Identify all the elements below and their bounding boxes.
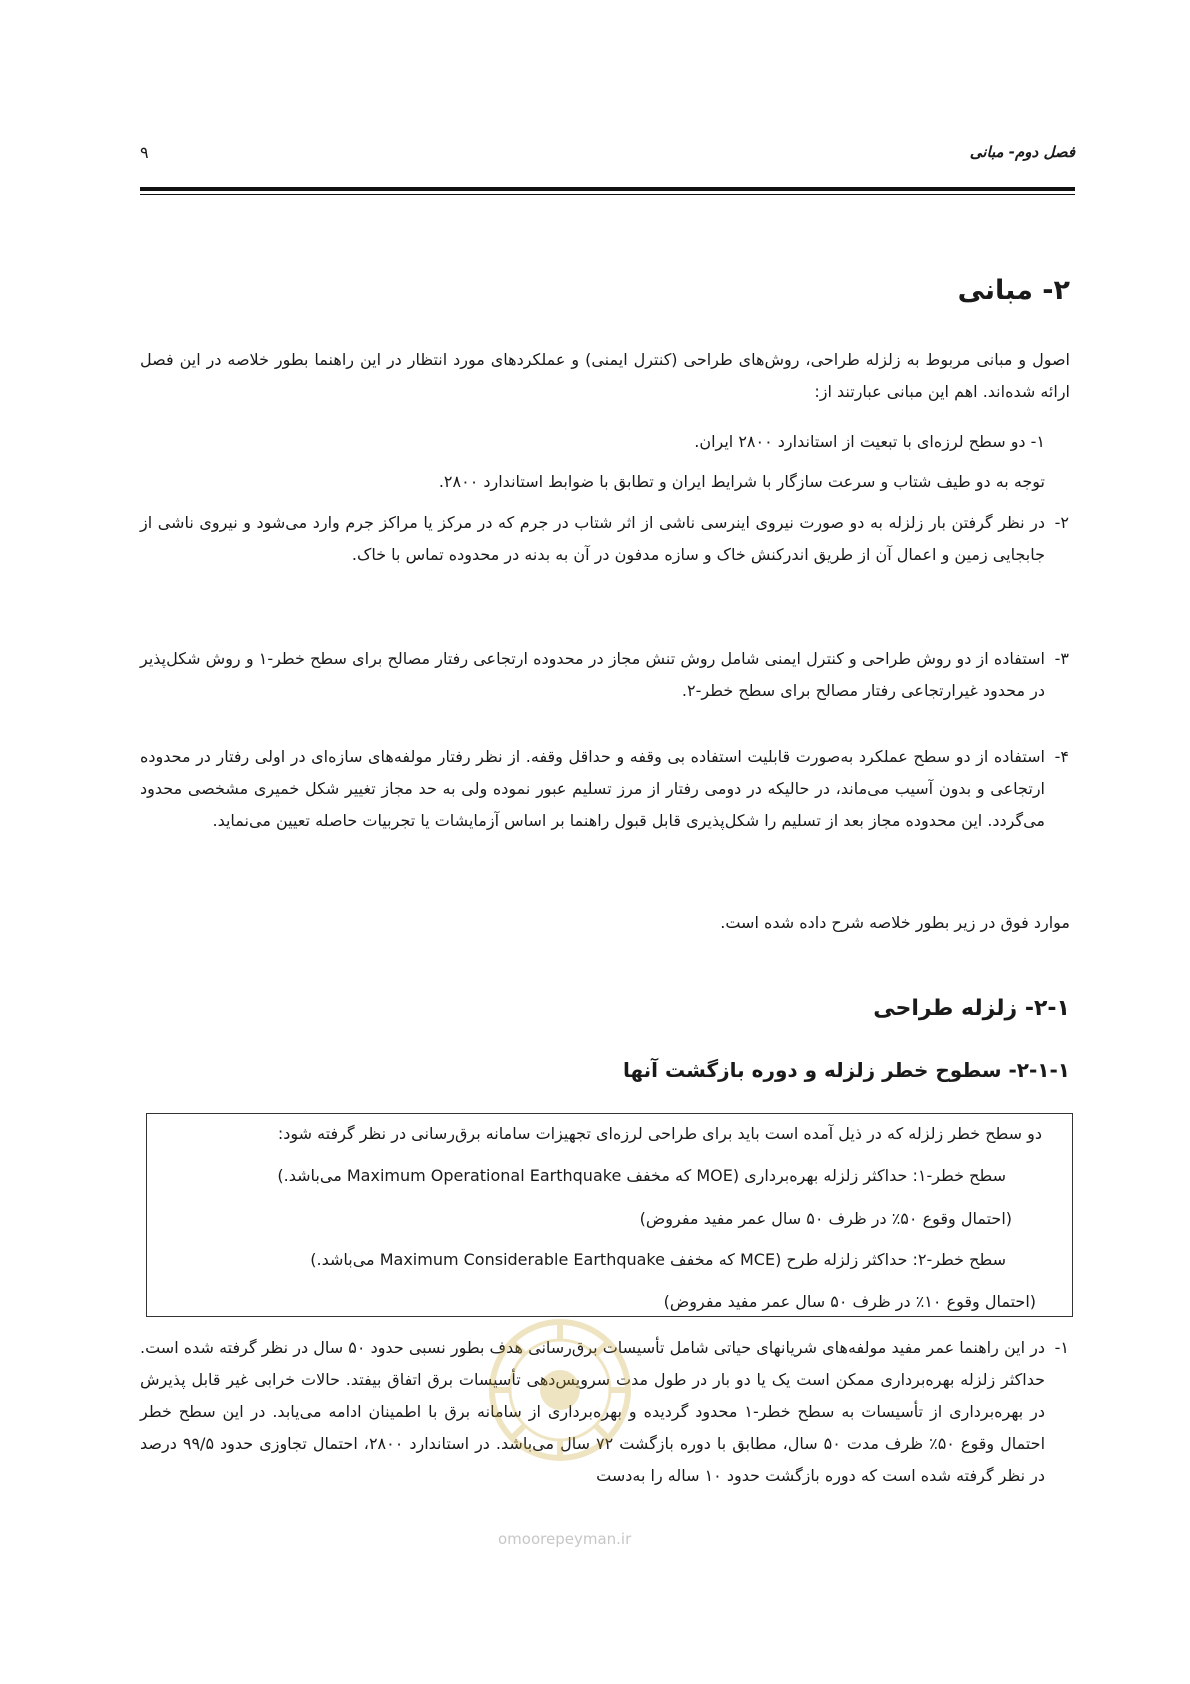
section-heading: ۲- مبانی [957,275,1070,306]
list-item-text: ۱- دو سطح لرزه‌ای با تبعیت از استاندارد ۲۸۰۰ ایران. [694,432,1045,451]
intro-paragraph: اصول و مبانی مربوط به زلزله طراحی، روش‌های طراحی (کنترل ایمنی) و عملکردهای مورد انتظار در این راهنما بطور خلاصه در این فصل ارائه شده‌اند. اهم این مبانی عبارتند از: [140,350,1070,401]
subsection-heading: ۲-۱- زلزله طراحی [873,996,1070,1021]
list-item-text: در نظر گرفتن بار زلزله به دو صورت نیروی اینرسی ناشی از اثر شتاب در جرم که در مرکز یا مراکز جرم وارد می‌شود و نیروی ناشی از جابجایی زمین و اعمال آن از طریق اندرکنش خاک و سازه مدفون در آن به بدنه در محدوده تماس با خاک. [140,513,1045,564]
page-number: ۹ [140,143,149,162]
list-item-text: در این راهنما عمر مفید مولفه‌های شریانهای حیاتی شامل تأسیسات برق‌رسانی هدف بطور نسبی حدود ۵۰ سال در نظر گرفته شده است. حداکثر زلزله بهره‌برداری ممکن است یک یا دو بار در طول مدت سرویس‌دهی تأسیسات برق اتفاق بیفتد. حالات خرابی غیر قابل پذیرش در بهره‌برداری از تأسیسات به سطح خطر-۱ محدود گردیده و بهره‌برداری از سامانه برق با اطمینان ادامه می‌یابد. در این سطح خطر احتمال وقوع ۵۰٪ ظرف مدت ۵۰ سال، مطابق با دوره بازگشت ۷۲ سال می‌باشد. در استاندارد ۲۸۰۰، احتمال تجاوزی حدود ۹۹/۵ درصد در نظر گرفته شده است که دوره بازگشت حدود ۱۰ ساله را به‌دست [140,1338,1046,1485]
list-item [140,643,1069,707]
list-item-marker: ۳- [1054,649,1069,668]
box-intro: دو سطح خطر زلزله که در ذیل آمده است باید برای طراحی لرزه‌ای تجهیزات سامانه برق‌رسانی در نظر گرفته شود: [277,1124,1042,1143]
subsubsection-heading: ۲-۱-۱- سطوح خطر زلزله و دوره بازگشت آنها [622,1058,1070,1082]
watermark-text: omoorepeyman.ir [498,1530,632,1548]
hazard-level-1: سطح خطر-۱: حداکثر زلزله بهره‌برداری (MOE که مخفف Maximum Operational Earthquake می‌باشد.) [277,1166,1006,1185]
hazard-level-1-note: (احتمال وقوع ۵۰٪ در ظرف ۵۰ سال عمر مفید مفروض) [639,1209,1012,1228]
list-item-text: استفاده از دو روش طراحی و کنترل ایمنی شامل روش تنش مجاز در محدوده ارتجاعی رفتار مصالح برای سطح خطر-۱ و روش شکل‌پذیر در محدود غیرارتجاعی رفتار مصالح برای سطح خطر-۲. [140,649,1045,700]
list-item [140,426,1045,458]
chapter-label: فصل دوم- مبانی [969,143,1075,161]
hazard-level-2: سطح خطر-۲: حداکثر زلزله طرح (MCE که مخفف Maximum Considerable Earthquake می‌باشد.) [310,1250,1006,1269]
list-item-marker: ۴- [1054,747,1069,766]
list-item [140,507,1069,571]
list-item [140,466,1045,498]
hazard-level-2-note: (احتمال وقوع ۱۰٪ در ظرف ۵۰ سال عمر مفید مفروض) [663,1292,1036,1311]
summary-paragraph: موارد فوق در زیر بطور خلاصه شرح داده شده است. [720,913,1070,932]
running-header [140,143,1075,167]
list-item-marker: ۱- [1054,1338,1069,1357]
hazard-levels-box [146,1113,1073,1317]
list-item-text: توجه به دو طیف شتاب و سرعت سازگار با شرایط ایران و تطابق با ضوابط استاندارد ۲۸۰۰. [438,472,1045,491]
header-rule-thin [140,194,1075,195]
list-item-marker: ۲- [1054,513,1069,532]
list-item-text: استفاده از دو سطح عملکرد به‌صورت قابلیت استفاده بی وقفه و حداقل وقفه. از نظر رفتار مولفه‌های سازه‌ای در اولی رفتار در محدوده ارتجاعی و بدون آسیب می‌ماند، در حالیکه در دومی رفتار از مرز تسلیم عبور نموده ولی به حد مجاز تغییر شکل خمیری مشخصی محدود می‌گردد. این محدوده مجاز بعد از تسلیم را شکل‌پذیری قابل قبول راهنما بر اساس آزمایشات یا تجربیات حاصله تعیین می‌نماید. [140,747,1045,830]
list-item [140,741,1069,837]
header-rule-thick [140,187,1075,191]
emblem-icon [485,1315,635,1465]
